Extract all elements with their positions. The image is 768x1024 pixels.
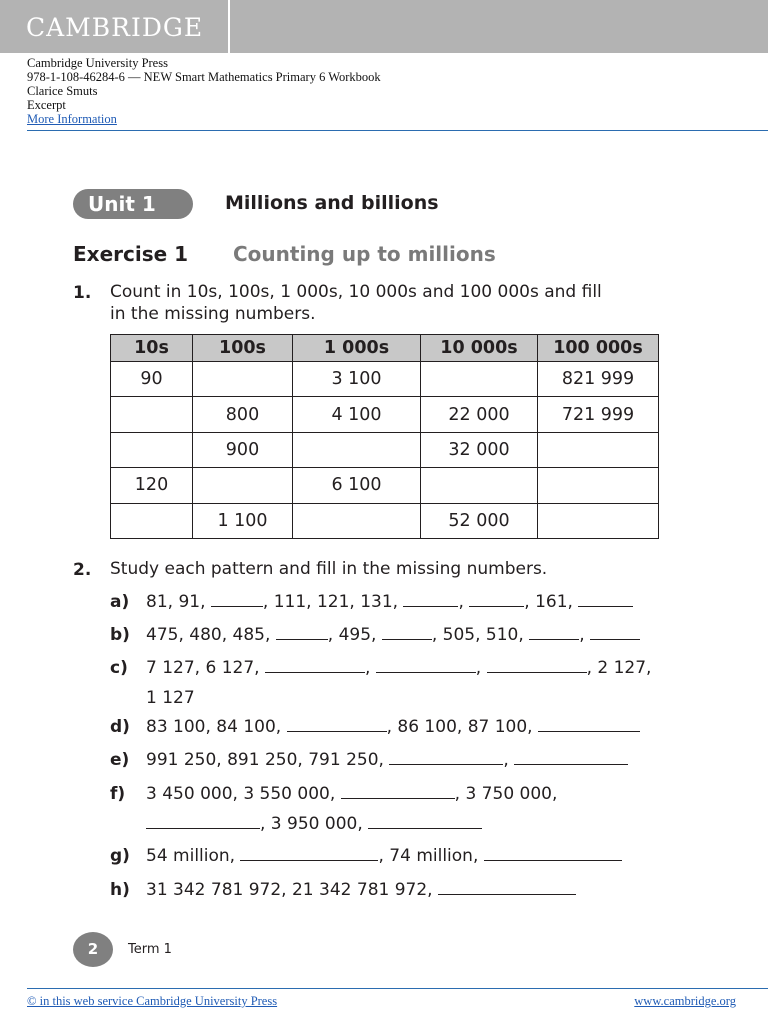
table-cell: 22 000 <box>421 397 538 432</box>
header-1000s: 1 000s <box>293 335 421 362</box>
pattern-label: b) <box>110 625 130 645</box>
question-1-line-2: in the missing numbers. <box>110 304 316 324</box>
table-row <box>111 432 659 467</box>
answer-blank[interactable] <box>403 593 458 607</box>
answer-blank[interactable] <box>276 626 328 640</box>
answer-blank[interactable] <box>590 626 640 640</box>
answer-blank[interactable] <box>382 626 432 640</box>
table-cell-blank[interactable] <box>538 432 659 467</box>
answer-blank[interactable] <box>514 751 628 765</box>
question-1-text <box>110 281 602 325</box>
pattern-text: , <box>458 592 464 612</box>
cambridge-logo: CAMBRIDGE <box>26 13 204 42</box>
table-row <box>111 503 659 538</box>
pattern-label: d) <box>110 717 130 737</box>
question-2-number: 2. <box>73 560 92 580</box>
answer-blank[interactable] <box>211 593 263 607</box>
pattern-f-continued <box>146 814 482 834</box>
question-1-number: 1. <box>73 283 92 303</box>
pattern-text: 81, 91, <box>146 592 206 612</box>
table-cell-blank[interactable] <box>293 432 421 467</box>
answer-blank[interactable] <box>341 785 455 799</box>
answer-blank[interactable] <box>389 751 503 765</box>
header-banner <box>0 0 768 53</box>
pattern-label: f) <box>110 784 126 804</box>
header-rule <box>27 130 768 131</box>
answer-blank[interactable] <box>538 718 640 732</box>
answer-blank[interactable] <box>487 659 587 673</box>
publisher-text: Cambridge University Press <box>27 56 168 70</box>
pattern-text: , 2 127, <box>586 658 652 678</box>
table-cell-blank[interactable] <box>111 432 193 467</box>
table-cell: 800 <box>193 397 293 432</box>
answer-blank[interactable] <box>376 659 476 673</box>
pattern-a <box>110 592 633 612</box>
pattern-text: , <box>503 750 509 770</box>
table-cell: 1 100 <box>193 503 293 538</box>
pattern-d <box>110 717 640 737</box>
pattern-h <box>110 880 576 900</box>
pattern-label: e) <box>110 750 130 770</box>
answer-blank[interactable] <box>146 815 260 829</box>
pattern-text: , 161, <box>524 592 573 612</box>
unit-title: Millions and billions <box>225 192 439 214</box>
table-cell-blank[interactable] <box>193 468 293 503</box>
pattern-text: , 505, 510, <box>431 625 524 645</box>
pattern-text: , 74 million, <box>378 846 479 866</box>
term-label: Term 1 <box>128 942 172 957</box>
unit-badge: Unit 1 <box>73 189 193 219</box>
pattern-e <box>110 750 628 770</box>
header-10s: 10s <box>111 335 193 362</box>
website-link[interactable]: www.cambridge.org <box>634 994 736 1008</box>
header-10000s: 10 000s <box>421 335 538 362</box>
pattern-b <box>110 625 640 645</box>
pattern-text: 7 127, 6 127, <box>146 658 260 678</box>
pattern-text: , <box>364 658 371 678</box>
pattern-text: , 111, 121, 131, <box>262 592 399 612</box>
book-metadata <box>27 56 381 126</box>
answer-blank[interactable] <box>287 718 387 732</box>
answer-blank[interactable] <box>265 659 365 673</box>
pattern-text: , 3 950 000, <box>260 814 363 834</box>
table-cell: 721 999 <box>538 397 659 432</box>
excerpt-text: Excerpt <box>27 98 66 112</box>
pattern-text: 54 million, <box>146 846 236 866</box>
answer-blank[interactable] <box>484 847 622 861</box>
header-100s: 100s <box>193 335 293 362</box>
answer-blank[interactable] <box>469 593 524 607</box>
table-cell: 821 999 <box>538 362 659 397</box>
pattern-f <box>110 784 557 804</box>
question-2-text: Study each pattern and fill in the missing numbers. <box>110 559 548 579</box>
exercise-title: Exercise 1 <box>73 242 189 266</box>
question-1-line-1: Count in 10s, 100s, 1 000s, 10 000s and 100 000s and fill <box>110 282 602 302</box>
answer-blank[interactable] <box>240 847 378 861</box>
answer-blank[interactable] <box>368 815 482 829</box>
table-header-row <box>111 335 659 362</box>
table-cell-blank[interactable] <box>538 468 659 503</box>
pattern-text: 3 450 000, 3 550 000, <box>146 784 336 804</box>
author-text: Clarice Smuts <box>27 84 98 98</box>
more-information-link[interactable]: More Information <box>27 112 117 126</box>
answer-blank[interactable] <box>578 593 633 607</box>
exercise-subtitle: Counting up to millions <box>233 242 496 266</box>
pattern-label: a) <box>110 592 130 612</box>
table-cell: 90 <box>111 362 193 397</box>
pattern-g <box>110 846 622 866</box>
table-row <box>111 397 659 432</box>
banner-divider <box>228 0 230 53</box>
pattern-text: 31 342 781 972, 21 342 781 972, <box>146 880 433 900</box>
pattern-label: g) <box>110 846 130 866</box>
pattern-c-continued: 1 127 <box>146 688 195 708</box>
answer-blank[interactable] <box>529 626 579 640</box>
table-row <box>111 362 659 397</box>
pattern-text: , 86 100, 87 100, <box>386 717 533 737</box>
footer-rule <box>27 988 768 989</box>
page-number-badge: 2 <box>73 932 113 967</box>
table-cell: 120 <box>111 468 193 503</box>
table-cell-blank[interactable] <box>421 362 538 397</box>
table-cell: 32 000 <box>421 432 538 467</box>
table-cell-blank[interactable] <box>193 362 293 397</box>
counting-table <box>110 334 659 539</box>
answer-blank[interactable] <box>438 881 576 895</box>
pattern-label: c) <box>110 658 128 678</box>
pattern-text: , <box>579 625 585 645</box>
table-cell-blank[interactable] <box>421 468 538 503</box>
isbn-title-text: 978-1-108-46284-6 — NEW Smart Mathematics Primary 6 Workbook <box>27 70 381 84</box>
pattern-text: 991 250, 891 250, 791 250, <box>146 750 384 770</box>
pattern-text: 475, 480, 485, <box>146 625 271 645</box>
table-cell-blank[interactable] <box>111 397 193 432</box>
table-cell: 6 100 <box>293 468 421 503</box>
table-cell: 52 000 <box>421 503 538 538</box>
pattern-label: h) <box>110 880 130 900</box>
pattern-text: 83 100, 84 100, <box>146 717 282 737</box>
pattern-text: , 495, <box>327 625 377 645</box>
table-cell: 900 <box>193 432 293 467</box>
table-row <box>111 468 659 503</box>
header-100000s: 100 000s <box>538 335 659 362</box>
table-cell-blank[interactable] <box>111 503 193 538</box>
table-cell: 3 100 <box>293 362 421 397</box>
pattern-text: , 3 750 000, <box>454 784 558 804</box>
table-cell-blank[interactable] <box>293 503 421 538</box>
pattern-c <box>110 658 651 678</box>
pattern-text: , <box>475 658 482 678</box>
table-cell: 4 100 <box>293 397 421 432</box>
table-cell-blank[interactable] <box>538 503 659 538</box>
copyright-link[interactable]: © in this web service Cambridge University Press <box>27 994 278 1008</box>
